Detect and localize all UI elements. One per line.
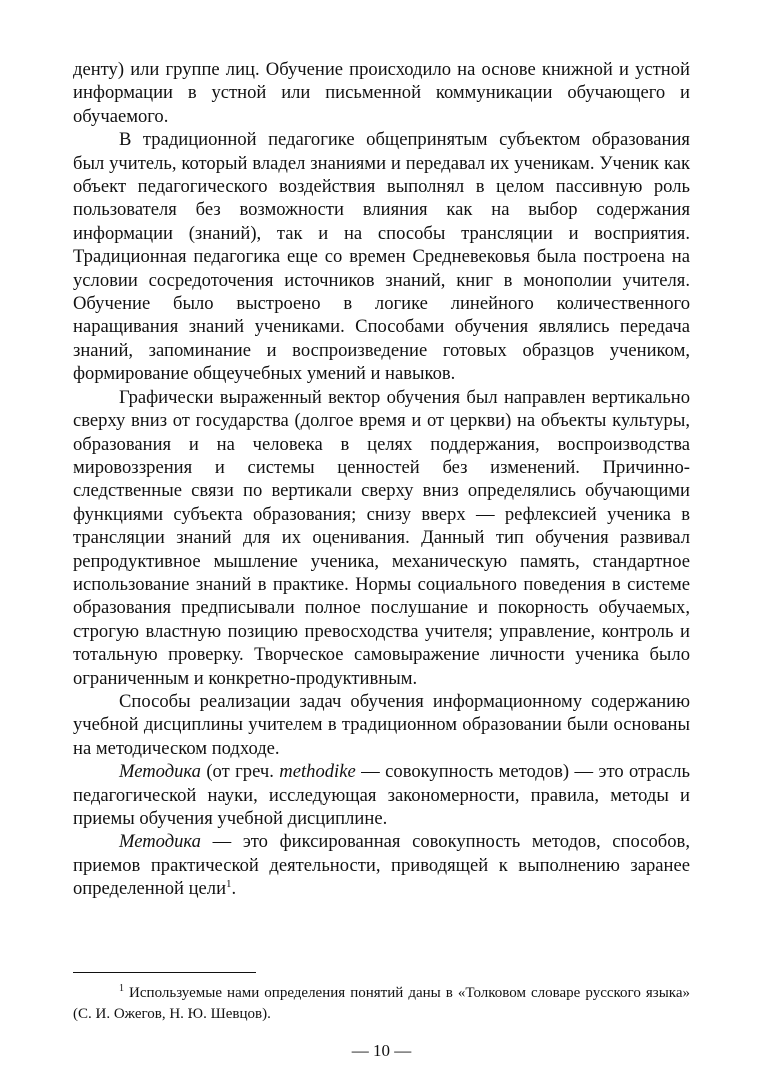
footnote-reference: 1 <box>226 878 232 891</box>
footnote <box>73 983 690 1025</box>
page-body <box>73 58 690 901</box>
definition-text-b: — совокупность методов) — это отрасль педагогической науки, исследующая закономерности, правила, методы и приемы обучения учебной дисциплине. <box>73 761 690 829</box>
footnote-text: Используемые нами определения понятий даны в «Толковом словаре русского языка» (С. И. Ожегов, Н. Ю. Шевцов). <box>73 985 690 1022</box>
paragraph-2: В традиционной педагогике общепринятым субъектом образования был учитель, который владел знаниями и передавал их ученикам. Ученик как объект педагогического воздействия выполнял в целом пассивную роль пользователя без возможности влияния как на выбор содержания информации (знаний), так и на способы трансляции и восприятия. Традиционная педагогика еще со времен Средневековья была построена на условии сосредоточения источников знаний, книг в монополии учителя. Обучение было выстроено в логике линейного количественного наращивания знаний учениками. Способами обучения являлись передача знаний, запоминание и воспроизведение готовых образцов учеником, формирование общеучебных умений и навыков. <box>73 129 690 385</box>
paragraph-3: Графически выраженный вектор обучения был направлен вертикально сверху вниз от государства (долгое время и от церкви) на объекты культуры, образования и на человека в целях поддержания, воспроизводства мировоззрения и системы ценностей без изменений. Причинно-следственные связи по вертикали сверху вниз определялись обучающими функциями субъекта образования; снизу вверх — рефлексией ученика в трансляции знаний для их оценивания. Данный тип обучения развивал репродуктивное мышление ученика, механическую память, стандартное использование знаний в практике. Нормы социального поведения в системе образования предписывали полное послушание и покорность обучаемых, строгую властную позицию превосходства учителя; управление, контроль и тотальную проверку. Творческое самовыражение личности ученика было ограниченным и конкретно-продуктивным. <box>73 386 690 689</box>
paragraph-5-definition <box>73 760 690 830</box>
definition-end: . <box>231 878 237 900</box>
greek-term: methodike <box>279 761 356 783</box>
definition-text-a: (от греч. <box>200 761 280 783</box>
paragraph-1: денту) или группе лиц. Обучение происходило на основе книжной и устной информации в устной или письменной коммуникации обучающего и обучаемого. <box>73 59 690 127</box>
term-metodika: Методика <box>119 761 201 783</box>
footnote-divider <box>73 972 256 973</box>
term-metodika-2: Методика <box>119 831 201 853</box>
paragraph-4: Способы реализации задач обучения информационному содержанию учебной дисциплины учителем в традиционном образовании были основаны на методическом подходе. <box>73 690 690 759</box>
paragraph-6-definition <box>73 830 690 900</box>
page-number: — 10 — <box>351 1041 412 1060</box>
footnote-marker: 1 <box>119 983 124 994</box>
definition-text: — это фиксированная совокупность методов, способов, приемов практической деятельности, приводящей к выполнению заранее определенной цели <box>73 831 690 900</box>
